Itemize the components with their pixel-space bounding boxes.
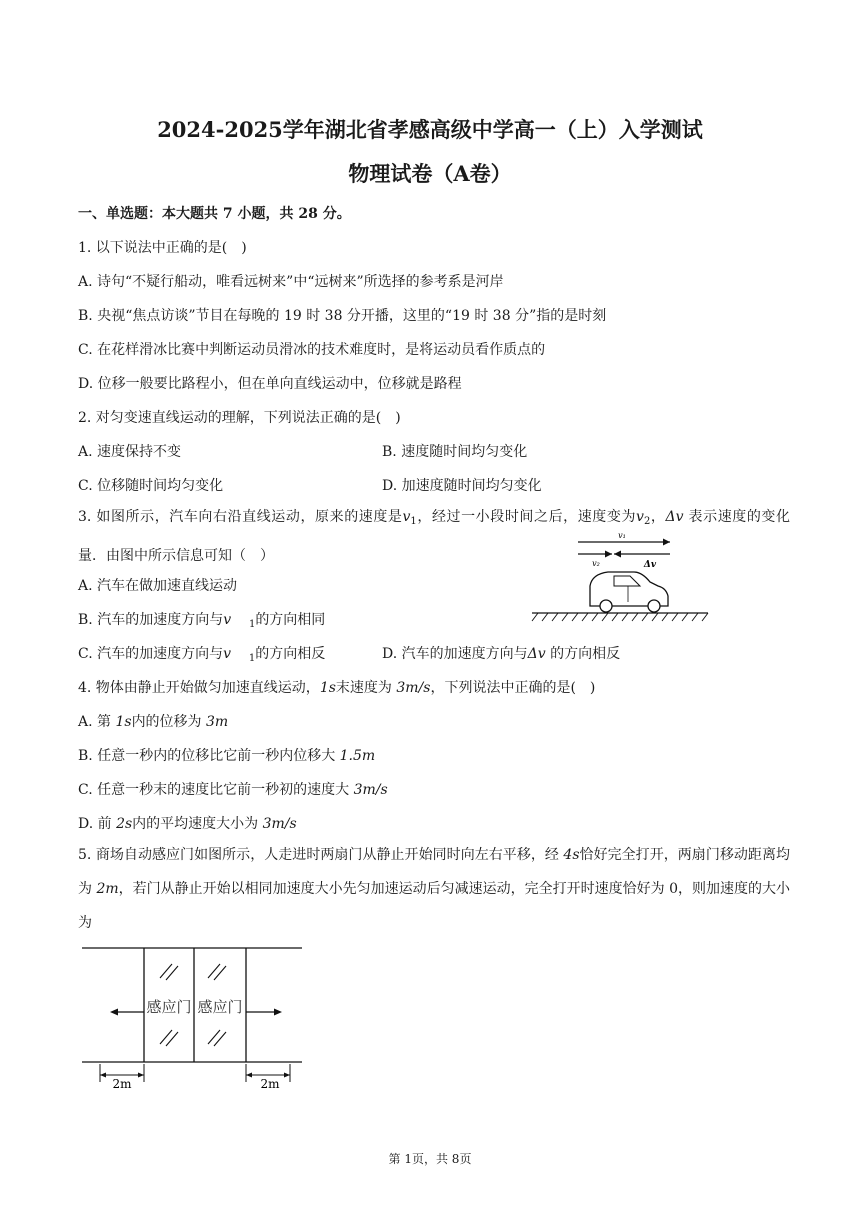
q2-option-d: D. 加速度随时间均匀变化 <box>382 478 542 494</box>
section-heading: 一、单选题：本大题共 7 小题，共 28 分。 <box>78 206 351 222</box>
q1-stem: 1. 以下说法中正确的是( ) <box>78 240 247 256</box>
q3-stem: 3. 如图所示，汽车向右沿直线运动，原来的速度是$v_1$，经过一小段时间之后，速度变为$v_2$，Δv 表示速度的变化量．由图中所示信息可知（ ） <box>78 509 791 564</box>
right-door-label: 感应门 <box>197 998 243 1016</box>
q5-stem: 5. 商场自动感应门如图所示，人走进时两扇门从静止开始同时向左右平移，经 4s恰好完全打开，两扇门移动距离均为 2m，若门从静止开始以相同加速度大小先匀加速运动后匀减速运动，完全打开时速度恰好为 0，则加速度的大小为 <box>78 847 790 931</box>
exam-title: 2024-2025学年湖北省孝感高级中学高一（上）入学测试 <box>157 117 703 142</box>
q1-option-c: C. 在花样滑冰比赛中判断运动员滑冰的技术难度时，是将运动员看作质点的 <box>78 342 546 358</box>
q1-option-a: A. 诗句“不疑行船动，唯看远树来”中“远树来”所选择的参考系是河岸 <box>78 274 504 290</box>
page-footer: 第 1页，共 8页 <box>388 1152 472 1166</box>
q3-option-b: B. 汽车的加速度方向与v $_1$的方向相同 <box>78 612 326 630</box>
q3-option-c: C. 汽车的加速度方向与v $_1$的方向相反 <box>78 646 326 664</box>
right-dimension-label: 2m <box>260 1077 280 1091</box>
q3-fig-dv-label: Δv <box>643 560 657 570</box>
q4-option-d: D. 前 2s内的平均速度大小为 3m/s <box>78 816 297 832</box>
q2-stem: 2. 对匀变速直线运动的理解，下列说法正确的是( ) <box>78 410 401 426</box>
q1-option-b: B. 央视“焦点访谈”节目在每晚的 19 时 38 分开播，这里的“19 时 38 分”指的是时刻 <box>78 308 607 324</box>
left-dimension-label: 2m <box>112 1077 132 1091</box>
q4-stem: 4. 物体由静止开始做匀加速直线运动，1s末速度为 3m/s，下列说法中正确的是( ) <box>78 680 596 696</box>
q3-car-figure <box>530 528 710 628</box>
q4-option-c: C. 任意一秒末的速度比它前一秒初的速度大 3m/s <box>78 782 388 798</box>
q4-option-a: A. 第 1s内的位移为 3m <box>78 714 229 730</box>
q3-fig-v1-label: v₁ <box>618 531 626 540</box>
q1-option-d: D. 位移一般要比路程小，但在单向直线运动中，位移就是路程 <box>78 376 462 392</box>
q4-option-b: B. 任意一秒内的位移比它前一秒内位移大 1.5m <box>78 748 376 764</box>
left-door-label: 感应门 <box>146 998 192 1016</box>
q3-option-d: D. 汽车的加速度方向与Δv 的方向相反 <box>382 646 621 662</box>
q2-option-a: A. 速度保持不变 <box>78 444 182 460</box>
exam-subtitle: 物理试卷（A卷） <box>348 161 512 186</box>
q3-option-a: A. 汽车在做加速直线运动 <box>78 578 238 594</box>
q2-option-b: B. 速度随时间均匀变化 <box>382 444 528 460</box>
q2-option-c: C. 位移随时间均匀变化 <box>78 478 224 494</box>
q3-fig-v2-label: v₂ <box>592 559 600 568</box>
q5-door-figure <box>80 942 305 1092</box>
